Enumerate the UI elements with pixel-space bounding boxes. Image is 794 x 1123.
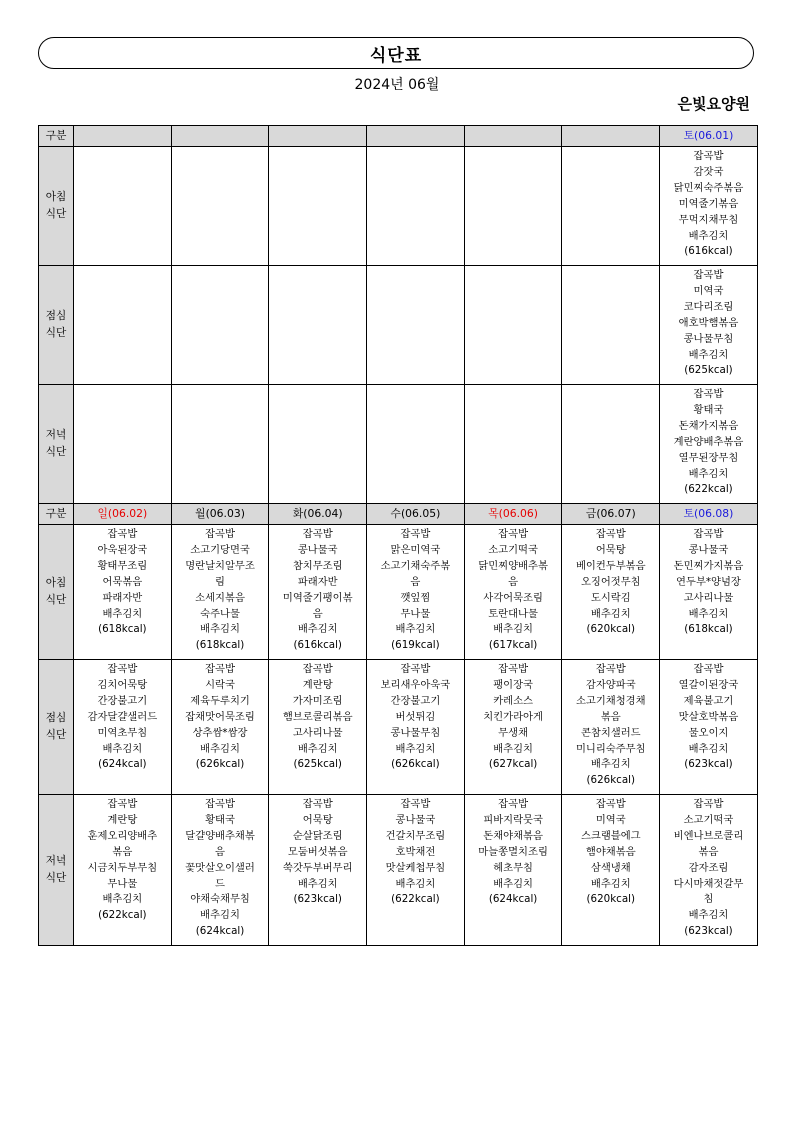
menu-item: 잡곡밥 — [400, 798, 431, 810]
menu-cell — [269, 795, 367, 946]
menu-item: 훈제오리양배추 — [87, 829, 158, 842]
menu-item: 김치어묵탕 — [97, 678, 148, 691]
menu-item: 볶음 — [698, 845, 719, 858]
menu-item: 잡곡밥 — [205, 798, 235, 810]
menu-item: 아욱된장국 — [97, 543, 148, 556]
menu-item: 미역국 — [595, 813, 626, 826]
menu-item: 마늘쫑멸치조림 — [478, 845, 548, 858]
label-line: 아침 — [45, 191, 67, 203]
menu-item: 열무된장무침 — [678, 451, 739, 464]
menu-item: 파래자반 — [297, 575, 338, 588]
menu-item: 잡곡밥 — [205, 528, 235, 540]
menu-item: 무나물 — [400, 607, 431, 620]
menu-item: 팽이장국 — [493, 678, 533, 691]
menu-item: 배추김치 — [590, 607, 631, 620]
week2-breakfast-row — [39, 525, 758, 660]
menu-item: 보리새우아욱국 — [380, 678, 451, 691]
menu-cell — [562, 795, 660, 946]
menu-item: 감자달걀샐러드 — [87, 710, 158, 723]
menu-item: 감자조림 — [688, 861, 729, 874]
menu-item: 잡곡밥 — [107, 798, 138, 810]
label-line: 식단 — [45, 729, 67, 741]
menu-item: 버섯튀김 — [395, 710, 436, 723]
page-title: 식단표 — [38, 37, 754, 69]
day-header — [171, 126, 269, 147]
menu-cell — [74, 266, 172, 385]
menu-item: 감잣국 — [693, 165, 724, 178]
menu-item: 배추김치 — [200, 742, 240, 755]
menu-item: 계란탕 — [107, 813, 138, 826]
menu-item: (617kcal) — [488, 639, 538, 652]
menu-item: 콩나물국 — [297, 543, 338, 556]
menu-item: 참치무조림 — [292, 559, 343, 572]
meal-label-lunch — [39, 660, 74, 795]
menu-cell — [464, 525, 562, 660]
label-line: 식단 — [45, 327, 67, 339]
menu-item: 돈채야채볶음 — [483, 829, 543, 842]
menu-item: 황태무조림 — [97, 559, 148, 572]
menu-item: 배추김치 — [102, 742, 143, 755]
menu-item: 소고기채청경채 — [575, 694, 646, 707]
menu-item: 미역국 — [693, 284, 724, 297]
menu-item: 계란탕 — [302, 678, 333, 691]
menu-item: 콩나물국 — [688, 543, 729, 556]
menu-item: 잡곡밥 — [595, 528, 626, 540]
meal-label-dinner — [39, 795, 74, 946]
menu-item: 콘참치샐러드 — [580, 726, 641, 739]
menu-item: 콩나물무침 — [390, 726, 441, 739]
menu-cell — [269, 266, 367, 385]
menu-item: 애호박햄볶음 — [678, 316, 739, 329]
menu-item: 소고기당면국 — [190, 543, 250, 556]
menu-item: (618kcal) — [98, 623, 147, 636]
menu-item: 잡곡밥 — [693, 798, 724, 810]
menu-item: 잡곡밥 — [498, 663, 529, 675]
menu-item: 소고기떡국 — [683, 813, 734, 826]
menu-cell — [660, 660, 758, 795]
week2-lunch-row — [39, 660, 758, 795]
menu-item: (622kcal) — [391, 893, 440, 906]
menu-item: 열갈이된장국 — [678, 678, 739, 691]
menu-cell — [562, 385, 660, 504]
menu-item: 숙주나물 — [200, 607, 240, 620]
menu-item: 배추김치 — [395, 623, 436, 636]
day-header — [464, 126, 562, 147]
week2-dinner-row — [39, 795, 758, 946]
menu-item: 음 — [410, 575, 421, 588]
label-line: 식단 — [45, 872, 67, 884]
menu-item: 코다리조림 — [683, 300, 734, 313]
menu-cell — [171, 266, 269, 385]
header-label: 구분 — [39, 126, 74, 147]
menu-item: 배추김치 — [493, 623, 533, 636]
menu-item: 배추김치 — [688, 909, 729, 922]
menu-cell — [74, 385, 172, 504]
menu-item: (616kcal) — [293, 639, 342, 652]
menu-item: (626kcal) — [195, 758, 245, 771]
month-label: 2024년 06월 — [354, 77, 440, 93]
menu-item: 배추김치 — [493, 742, 533, 755]
menu-item: 배추김치 — [395, 742, 436, 755]
menu-item: 배추김치 — [297, 877, 338, 890]
menu-item: 제육두루치기 — [190, 694, 250, 707]
menu-item: (620kcal) — [586, 623, 636, 636]
week1-dinner-row — [39, 385, 758, 504]
menu-item: 계란양배추볶음 — [673, 435, 744, 448]
week1-lunch-row — [39, 266, 758, 385]
menu-item: 황태국 — [693, 403, 724, 416]
week1-header-row — [39, 126, 758, 147]
menu-item: 배추김치 — [590, 877, 631, 890]
menu-item: 잡곡밥 — [693, 663, 724, 675]
menu-item: 상추쌈*쌈장 — [192, 726, 248, 739]
menu-item: (622kcal) — [684, 483, 733, 496]
menu-item: 배추김치 — [102, 893, 143, 906]
menu-item: 무먹지채무침 — [678, 213, 739, 226]
menu-item: (618kcal) — [684, 623, 733, 636]
menu-cell — [660, 795, 758, 946]
menu-item: 음 — [215, 845, 225, 858]
menu-item: (622kcal) — [98, 909, 147, 922]
menu-item: 시락국 — [205, 678, 235, 691]
menu-item: 드 — [215, 877, 225, 890]
menu-cell — [171, 795, 269, 946]
menu-item: 순살닭조림 — [292, 829, 343, 842]
meal-label-breakfast — [39, 147, 74, 266]
menu-item: 배추김치 — [688, 742, 729, 755]
menu-item: 잡곡밥 — [400, 663, 431, 675]
menu-item: 사각어묵조림 — [483, 591, 543, 604]
menu-cell — [171, 147, 269, 266]
menu-cell — [367, 795, 465, 946]
menu-item: 배추김치 — [688, 229, 729, 242]
menu-item: 잡곡밥 — [595, 798, 626, 810]
menu-item: 볶음 — [112, 845, 133, 858]
label-line: 식단 — [45, 446, 67, 458]
menu-cell — [74, 795, 172, 946]
menu-item: 콩나물무침 — [683, 332, 734, 345]
label-line: 아침 — [45, 577, 67, 589]
menu-item: 콩나물국 — [395, 813, 436, 826]
menu-cell — [171, 525, 269, 660]
menu-item: 깻잎찜 — [400, 591, 431, 604]
menu-item: 잡곡밥 — [302, 663, 333, 675]
menu-item: 피바지락뭇국 — [483, 813, 543, 826]
menu-item: 시금치두부무침 — [87, 861, 158, 874]
menu-item: 미역줄기팽이볶 — [282, 591, 353, 604]
menu-item: 배추김치 — [688, 467, 729, 480]
menu-item: (624kcal) — [488, 893, 538, 906]
menu-item: 잡곡밥 — [302, 798, 333, 810]
menu-item: 림 — [215, 575, 225, 588]
menu-item: 배추김치 — [102, 607, 143, 620]
menu-item: 미역줄기볶음 — [678, 197, 739, 210]
week2-header-row — [39, 504, 758, 525]
label-line: 점심 — [45, 712, 67, 724]
menu-item: 고사리나물 — [292, 726, 343, 739]
menu-item: 스크램블에그 — [580, 829, 641, 842]
menu-item: 음 — [508, 575, 519, 588]
menu-cell — [74, 147, 172, 266]
menu-item: 소세지볶음 — [195, 591, 245, 604]
meal-label-lunch — [39, 266, 74, 385]
menu-item: (626kcal) — [586, 774, 636, 787]
menu-item: 명란날치알무조 — [185, 559, 255, 572]
day-header — [74, 126, 172, 147]
menu-item: 잡곡밥 — [693, 269, 724, 281]
menu-item: 제육불고기 — [683, 694, 734, 707]
menu-item: 무나물 — [107, 877, 138, 890]
day-header-saturday: 토(06.01) — [660, 126, 758, 147]
menu-item: 헤초무침 — [493, 861, 533, 874]
menu-item: 고사리나물 — [683, 591, 734, 604]
menu-item: (626kcal) — [391, 758, 440, 771]
label-line: 식단 — [45, 208, 67, 220]
menu-item: 침 — [703, 893, 714, 906]
menu-item: 소고기떡국 — [488, 543, 538, 556]
menu-item: 잡곡밥 — [400, 528, 431, 540]
menu-item: 배추김치 — [297, 742, 338, 755]
menu-item: (616kcal) — [684, 245, 733, 258]
menu-item: 배추김치 — [200, 909, 240, 922]
menu-item: 가자미조림 — [292, 694, 343, 707]
menu-item: 미니리숙주무침 — [575, 742, 646, 755]
menu-item: 배추김치 — [200, 623, 240, 636]
menu-item: 연두부*양념장 — [676, 575, 741, 588]
menu-item: 어묵탕 — [595, 543, 626, 556]
day-header: 수(06.05) — [367, 504, 465, 525]
menu-item: 잡곡밥 — [205, 663, 235, 675]
menu-cell — [367, 525, 465, 660]
menu-item: 토란대나물 — [488, 607, 538, 620]
menu-item: 잡곡밥 — [693, 528, 724, 540]
menu-cell — [269, 660, 367, 795]
menu-cell — [464, 385, 562, 504]
menu-item: 햄브로콜리볶음 — [282, 710, 353, 723]
menu-item: (625kcal) — [684, 364, 733, 377]
menu-item: 잡채맛어묵조림 — [185, 710, 255, 723]
menu-item: (620kcal) — [586, 893, 636, 906]
menu-item: (625kcal) — [293, 758, 342, 771]
menu-cell — [367, 385, 465, 504]
menu-cell — [269, 385, 367, 504]
menu-item: 맛살호박볶음 — [678, 710, 739, 723]
menu-item: 음 — [312, 607, 323, 620]
menu-item: 베이컨두부볶음 — [575, 559, 646, 572]
menu-item: (618kcal) — [195, 639, 245, 652]
day-header-saturday: 토(06.08) — [660, 504, 758, 525]
menu-cell — [367, 266, 465, 385]
menu-item: 치킨가라아게 — [483, 710, 543, 723]
menu-item: 돈민찌가지볶음 — [673, 559, 744, 572]
day-header — [367, 126, 465, 147]
menu-item: 잡곡밥 — [302, 528, 333, 540]
day-header: 화(06.04) — [269, 504, 367, 525]
menu-item: (623kcal) — [293, 893, 342, 906]
day-header-sunday: 일(06.02) — [74, 504, 172, 525]
day-header: 금(06.07) — [562, 504, 660, 525]
menu-item: 잡곡밥 — [107, 663, 138, 675]
menu-item: (627kcal) — [488, 758, 538, 771]
menu-item: 햄야채볶음 — [585, 845, 636, 858]
menu-item: 건갈치무조림 — [385, 829, 446, 842]
header-label: 구분 — [39, 504, 74, 525]
menu-item: 잡곡밥 — [107, 528, 138, 540]
menu-cell — [464, 795, 562, 946]
menu-cell — [367, 660, 465, 795]
menu-item: 잡곡밥 — [693, 150, 724, 162]
menu-item: 간장불고기 — [97, 694, 148, 707]
menu-cell — [660, 266, 758, 385]
menu-item: (619kcal) — [391, 639, 440, 652]
menu-cell — [660, 525, 758, 660]
menu-cell — [464, 660, 562, 795]
menu-item: 감자양파국 — [585, 678, 636, 691]
menu-item: 어묵탕 — [302, 813, 333, 826]
menu-item: 닭민찌양배추볶 — [478, 559, 548, 572]
week1-breakfast-row — [39, 147, 758, 266]
menu-cell — [171, 660, 269, 795]
menu-item: 달걀양배추채볶 — [185, 829, 255, 842]
menu-item: 도시락김 — [590, 591, 631, 604]
day-header — [269, 126, 367, 147]
menu-item: 무생채 — [498, 726, 529, 739]
menu-item: 어묵볶음 — [102, 575, 143, 588]
menu-item: 배추김치 — [395, 877, 436, 890]
menu-item: 파래자반 — [102, 591, 143, 604]
menu-cell — [562, 147, 660, 266]
menu-cell — [171, 385, 269, 504]
menu-item: 호박채전 — [395, 845, 436, 858]
menu-item: 오징어젓무침 — [580, 575, 641, 588]
menu-item: 돈채가지볶음 — [678, 419, 739, 432]
menu-item: (623kcal) — [684, 758, 733, 771]
day-header — [562, 126, 660, 147]
menu-cell — [464, 266, 562, 385]
menu-item: 볶음 — [600, 710, 621, 723]
menu-cell — [269, 147, 367, 266]
menu-cell — [660, 385, 758, 504]
menu-item: 잡곡밥 — [498, 528, 529, 540]
meal-table — [38, 125, 758, 946]
menu-item: 배추김치 — [688, 607, 729, 620]
menu-item: (624kcal) — [195, 925, 245, 938]
facility-name: 은빛요양원 — [677, 95, 750, 113]
menu-item: 다시마채젓갈무 — [673, 877, 744, 890]
menu-cell — [562, 525, 660, 660]
menu-item: 잡곡밥 — [498, 798, 529, 810]
menu-item: 배추김치 — [688, 348, 729, 361]
menu-cell — [562, 266, 660, 385]
menu-item: 쑥갓두부버무리 — [282, 861, 353, 874]
label-line: 저녁 — [45, 429, 67, 441]
menu-cell — [74, 525, 172, 660]
menu-item: 맑은미역국 — [390, 543, 441, 556]
menu-cell — [367, 147, 465, 266]
menu-item: 비엔나브로콜리 — [673, 829, 744, 842]
meal-label-breakfast — [39, 525, 74, 660]
menu-item: 간장불고기 — [390, 694, 441, 707]
menu-item: 카레소스 — [493, 694, 533, 707]
menu-cell — [269, 525, 367, 660]
menu-item: 꽃맛살오이샐러 — [185, 861, 255, 874]
menu-cell — [464, 147, 562, 266]
label-line: 저녁 — [45, 855, 67, 867]
menu-item: 미역초무침 — [97, 726, 148, 739]
menu-item: 삼색냉채 — [590, 861, 631, 874]
menu-item: 모둠버섯볶음 — [287, 845, 348, 858]
menu-item: 잡곡밥 — [595, 663, 626, 675]
menu-item: 야채숙채무침 — [190, 893, 250, 906]
menu-item: 잡곡밥 — [693, 388, 724, 400]
menu-cell — [562, 660, 660, 795]
menu-item: 배추김치 — [493, 877, 533, 890]
menu-item: (624kcal) — [98, 758, 147, 771]
menu-cell — [74, 660, 172, 795]
menu-item: 물오이지 — [688, 726, 729, 739]
menu-item: 맛살케첩무침 — [385, 861, 446, 874]
label-line: 식단 — [45, 594, 67, 606]
day-header-holiday: 목(06.06) — [464, 504, 562, 525]
meal-label-dinner — [39, 385, 74, 504]
menu-item: 닭민찌숙주볶음 — [673, 181, 744, 194]
menu-item: 배추김치 — [590, 758, 631, 771]
menu-cell — [660, 147, 758, 266]
menu-item: 황태국 — [205, 813, 235, 826]
day-header: 월(06.03) — [171, 504, 269, 525]
menu-item: 배추김치 — [297, 623, 338, 636]
menu-item: (623kcal) — [684, 925, 733, 938]
menu-item: 소고기채숙주볶 — [380, 559, 451, 572]
label-line: 점심 — [45, 310, 67, 322]
